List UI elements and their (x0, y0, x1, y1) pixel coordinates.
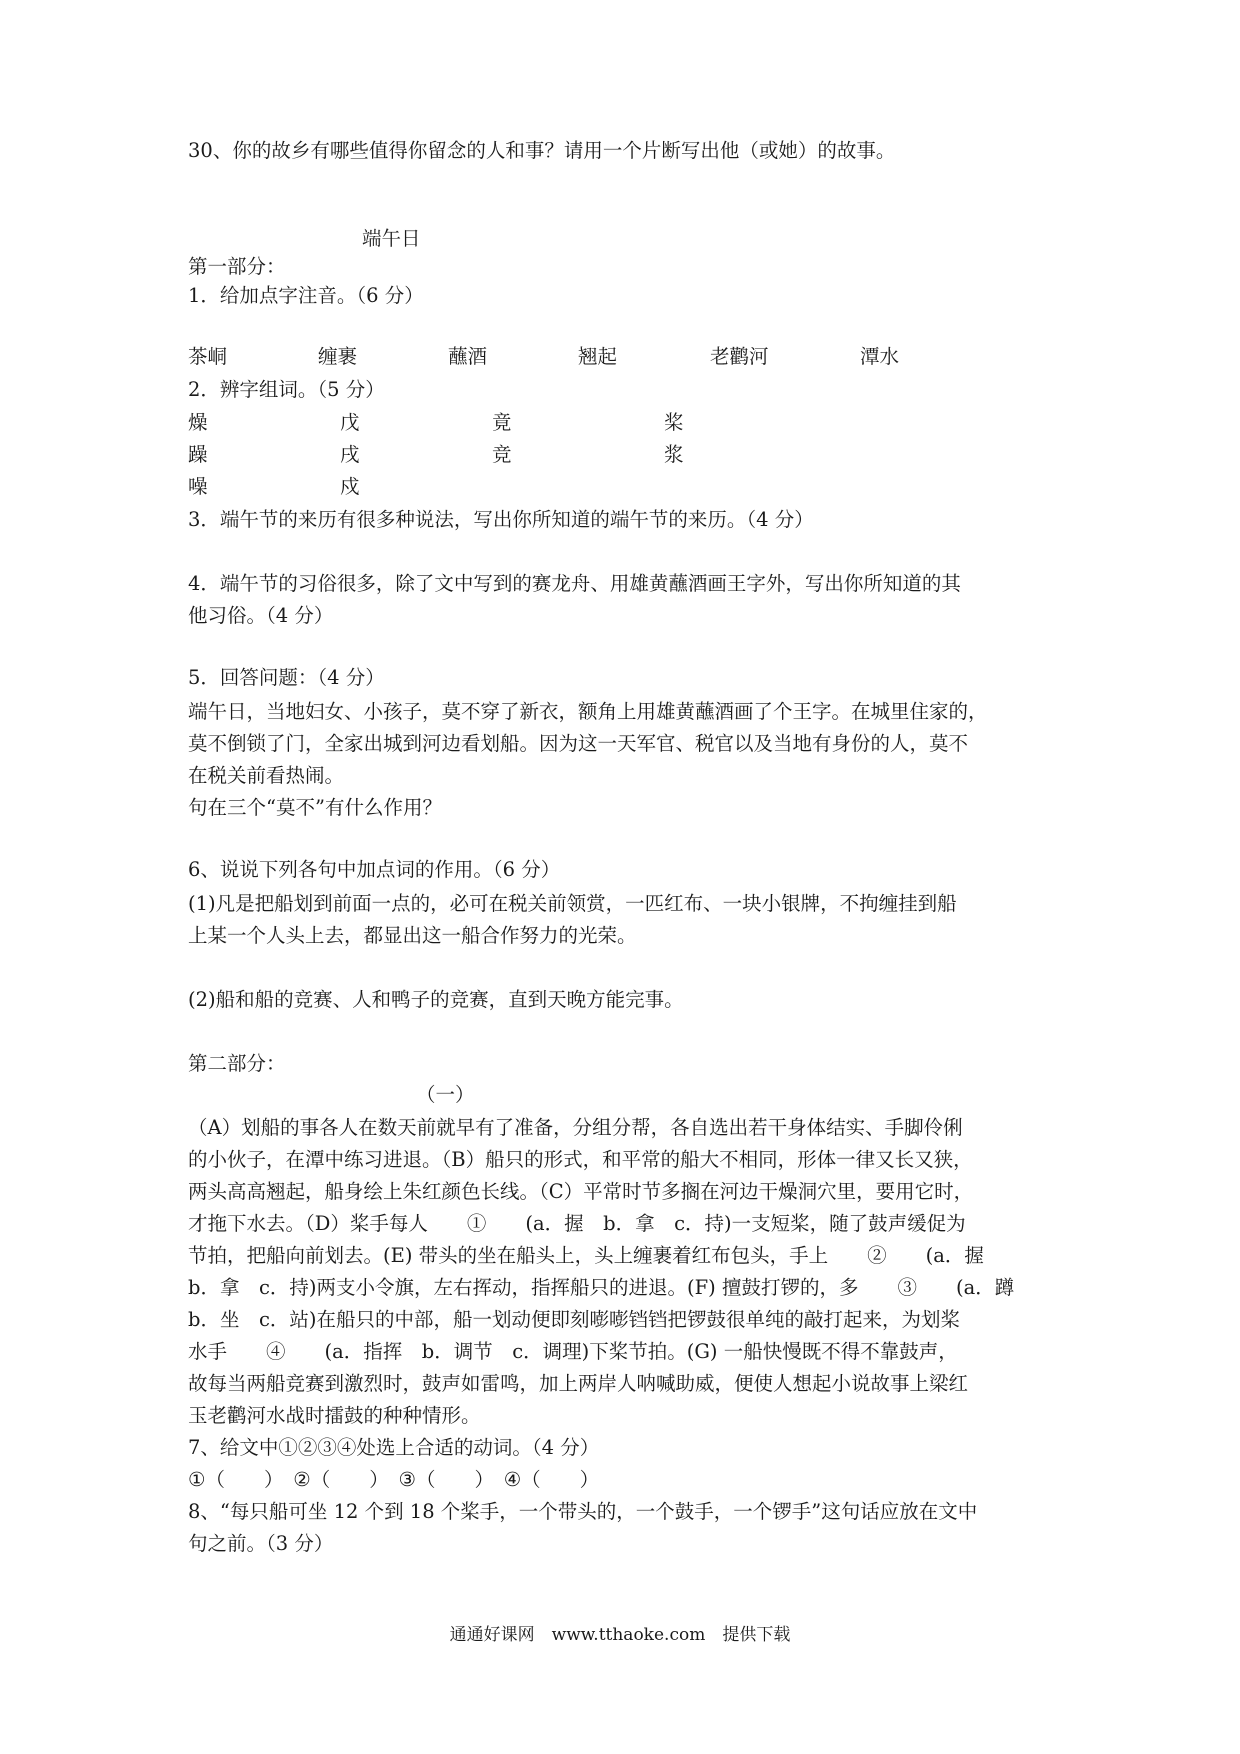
q5-passage-line: 在税关前看热闹。 (188, 764, 345, 787)
passage-line: 的小伙子，在潭中练习进退。（B）船只的形式，和平常的船大不相同，形体一律又长又狭， (188, 1148, 973, 1171)
q1-word: 蘸酒 (448, 345, 488, 368)
question-3: 3．端午节的来历有很多种说法，写出你所知道的端午节的来历。（4 分） (188, 508, 814, 531)
q2-char: 躁 (188, 443, 208, 466)
q1-word: 潭水 (860, 345, 900, 368)
question-4-line-1: 4．端午节的习俗很多，除了文中写到的赛龙舟、用雄黄蘸酒画王字外，写出你所知道的其 (188, 572, 961, 595)
q2-char: 竟 (492, 411, 512, 434)
question-4-line-2: 他习俗。（4 分） (188, 604, 334, 627)
passage-line: 才拖下水去。（D）桨手每人 ① (a．握 b．拿 c．持)一支短桨，随了鼓声缓促为 (188, 1212, 966, 1235)
q5-question: 句在三个“莫不”有什么作用？ (188, 796, 442, 819)
part2-heading: 第二部分： (188, 1052, 286, 1075)
passage-line: 玉老鹳河水战时擂鼓的种种情形。 (188, 1404, 481, 1427)
passage-line: b．拿 c．持)两支小令旗，左右挥动，指挥船只的进退。(F) 擅鼓打锣的，多 ③ (a．蹲 (188, 1276, 1015, 1299)
q2-char: 竞 (492, 443, 512, 466)
q7-answer-blanks: ①（ ） ②（ ） ③（ ） ④（ ） (188, 1468, 600, 1491)
q2-char: 戌 (340, 443, 360, 466)
q1-word: 翘起 (578, 345, 618, 368)
q5-passage-line: 莫不倒锁了门，全家出城到河边看划船。因为这一天军官、税官以及当地有身份的人，莫不 (188, 732, 969, 755)
q2-char: 浆 (664, 443, 684, 466)
q5-passage-line: 端午日，当地妇女、小孩子，莫不穿了新衣，额角上用雄黄蘸酒画了个王字。在城里住家的， (188, 700, 988, 723)
article-title: 端午日 (362, 227, 421, 250)
question-7: 7、给文中①②③④处选上合适的动词。（4 分） (188, 1436, 600, 1459)
passage-line: b．坐 c．站)在船只的中部，船一划动便即刻嘭嘭铛铛把锣鼓很单纯的敲打起来，为划桨 (188, 1308, 961, 1331)
question-1: 1．给加点字注音。（6 分） (188, 284, 424, 307)
question-2: 2．辨字组词。（5 分） (188, 378, 385, 401)
q6-sentence-1-line: (1)凡是把船划到前面一点的，必可在税关前领赏，一匹红布、一块小银牌，不拘缠挂到船 (188, 892, 957, 915)
question-8-line-1: 8、“每只船可坐 12 个到 18 个桨手，一个带头的，一个鼓手，一个锣手”这句话应放在文中 (188, 1500, 978, 1523)
q6-sentence-2: (2)船和船的竞赛、人和鸭子的竞赛，直到天晚方能完事。 (188, 988, 684, 1011)
passage-line: （A）划船的事各人在数天前就早有了准备，分组分帮，各自选出若干身体结实、手脚伶俐 (188, 1116, 963, 1139)
passage-line: 水手 ④ (a．指挥 b．调节 c．调理)下桨节拍。(G) 一船快慢既不得不靠鼓声， (188, 1340, 958, 1363)
q1-word: 缠裹 (318, 345, 358, 368)
q6-sentence-1-line: 上某一个人头上去，都显出这一船合作努力的光荣。 (188, 924, 637, 947)
q2-char: 桨 (664, 411, 684, 434)
passage-line: 故每当两船竞赛到激烈时，鼓声如雷鸣，加上两岸人呐喊助威，便使人想起小说故事上梁红 (188, 1372, 969, 1395)
q2-char: 燥 (188, 411, 208, 434)
question-8-line-2: 句之前。（3 分） (188, 1532, 334, 1555)
q2-char: 噪 (188, 475, 208, 498)
part1-heading: 第一部分： (188, 255, 286, 278)
question-5: 5．回答问题：（4 分） (188, 666, 385, 689)
section-number: （一） (416, 1083, 475, 1106)
page-footer: 通通好课网 www.tthaoke.com 提供下载 (449, 1625, 791, 1645)
q1-word: 茶峒 (188, 345, 228, 368)
passage-line: 两头高高翘起，船身绘上朱红颜色长线。（C）平常时节多搁在河边干燥洞穴里，要用它时， (188, 1180, 974, 1203)
q2-char: 戊 (340, 411, 360, 434)
q1-word: 老鹳河 (710, 345, 769, 368)
question-30: 30、你的故乡有哪些值得你留念的人和事？请用一个片断写出他（或她）的故事。 (188, 139, 896, 162)
question-6: 6、说说下列各句中加点词的作用。（6 分） (188, 858, 561, 881)
passage-line: 节拍，把船向前划去。(E) 带头的坐在船头上，头上缠裹着红布包头，手上 ② (a．握 (188, 1244, 984, 1267)
q2-char: 戍 (340, 475, 360, 498)
